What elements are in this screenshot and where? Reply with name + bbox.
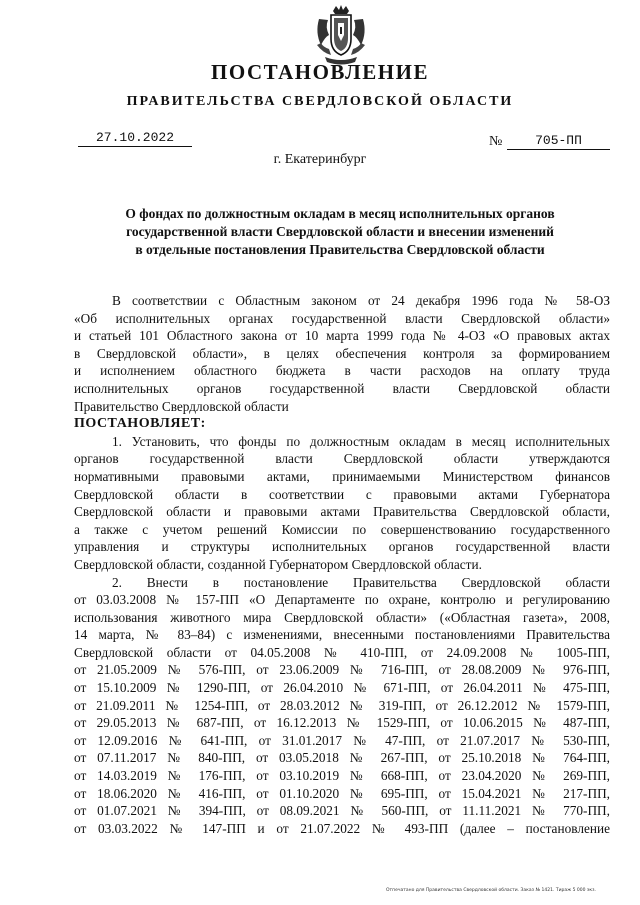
document-number: 705-ПП [507, 133, 610, 150]
body-line: от 29.05.2013 № 687-ПП, от 16.12.2013 № 1529-ПП, от 10.06.2015 № 487-ПП, [74, 715, 610, 731]
decree-heading: ПОСТАНОВЛЯЕТ: [74, 416, 206, 432]
city: г. Екатеринбург [273, 152, 367, 167]
body-line: от 14.03.2019 № 176-ПП, от 03.10.2019 № 668-ПП, от 23.04.2020 № 269-ПП, [74, 768, 610, 784]
print-footer: Отпечатано для Правительства Свердловской области. Заказ № 1421. Тираж 5 000 экз. [386, 888, 596, 893]
issuing-authority: ПРАВИТЕЛЬСТВА СВЕРДЛОВСКОЙ ОБЛАСТИ [126, 94, 514, 109]
body-line: управления и структуры исполнительных органов государственной власти [74, 539, 610, 555]
body-line: в Свердловской области», в целях обеспечения контроля за формированием [74, 345, 610, 361]
body-line: Свердловской области от 04.05.2008 № 410-ПП, от 24.09.2008 № 1005-ПП, [74, 644, 610, 660]
document-body [74, 292, 610, 837]
body-line: В соответствии с Областным законом от 24 декабря 1996 года № 58-ОЗ [112, 293, 610, 308]
body-line: а также с учетом решений Комиссии по совершенствованию государственного [74, 521, 610, 537]
body-line: использования животного мира Свердловской области» («Областная газета», 2008, [74, 609, 610, 625]
document-title [70, 205, 610, 259]
body-line: органов государственной власти Свердловской области утверждаются [74, 451, 610, 467]
body-line: Свердловской области и правовыми актами Правительства Свердловской области, [74, 504, 610, 520]
body-line: от 07.11.2017 № 840-ПП, от 03.05.2018 № 267-ПП, от 25.10.2018 № 764-ПП, [74, 750, 610, 766]
body-line: Свердловской области, созданной Губернатором Свердловской области. [74, 556, 482, 572]
number-label: № [489, 134, 503, 149]
body-line: от 15.10.2009 № 1290-ПП, от 26.04.2010 № 671-ПП, от 26.04.2011 № 475-ПП, [74, 680, 610, 696]
body-line: от 18.06.2020 № 416-ПП, от 01.10.2020 № 695-ПП, от 15.04.2021 № 217-ПП, [74, 785, 610, 801]
coat-of-arms-icon [311, 5, 371, 67]
title-line: государственной власти Свердловской области и внесении изменений [126, 224, 554, 239]
document-date: 27.10.2022 [78, 130, 192, 147]
body-line: Свердловской области в соответствии с правовыми актами Губернатора [74, 486, 610, 502]
body-line: от 01.07.2021 № 394-ПП, от 08.09.2021 № 560-ПП, от 11.11.2021 № 770-ПП, [74, 803, 610, 819]
title-line: в отдельные постановления Правительства Свердловской области [135, 242, 545, 257]
body-line: Правительство Свердловской области [74, 398, 289, 414]
body-line: нормативными правовыми актами, принимаемыми Министерством финансов [74, 468, 610, 484]
body-line: 14 марта, № 83–84) с изменениями, внесенными постановлениями Правительства [74, 627, 610, 643]
body-line: от 21.05.2009 № 576-ПП, от 23.06.2009 № 716-ПП, от 28.08.2009 № 976-ПП, [74, 662, 610, 678]
body-line: и исполнением областного бюджета в части расходов на оплату труда [74, 363, 610, 379]
body-line: от 21.09.2011 № 1254-ПП, от 28.03.2012 № 319-ПП, от 26.12.2012 № 1579-ПП, [74, 697, 610, 713]
body-line: 2. Внести в постановление Правительства Свердловской области [112, 574, 610, 590]
body-line: и статьей 101 Областного закона от 10 марта 1999 года № 4-ОЗ «О правовых актах [74, 328, 610, 344]
document-type-heading: ПОСТАНОВЛЕНИЕ [211, 60, 429, 84]
body-line: от 03.03.2022 № 147-ПП и от 21.07.2022 № 493-ПП (далее – постановление [74, 820, 610, 836]
body-line: «Об исполнительных органах государственной власти Свердловской области» [74, 310, 610, 326]
body-line: от 12.09.2016 № 641-ПП, от 31.01.2017 № 47-ПП, от 21.07.2017 № 530-ПП, [74, 732, 610, 748]
body-line: от 03.03.2008 № 157-ПП «О Департаменте по охране, контролю и регулированию [74, 592, 610, 608]
title-line: О фондах по должностным окладам в месяц исполнительных органов [125, 206, 555, 221]
body-line: исполнительных органов государственной власти Свердловской области [74, 380, 610, 396]
body-line: 1. Установить, что фонды по должностным окладам в месяц исполнительных [112, 433, 610, 449]
